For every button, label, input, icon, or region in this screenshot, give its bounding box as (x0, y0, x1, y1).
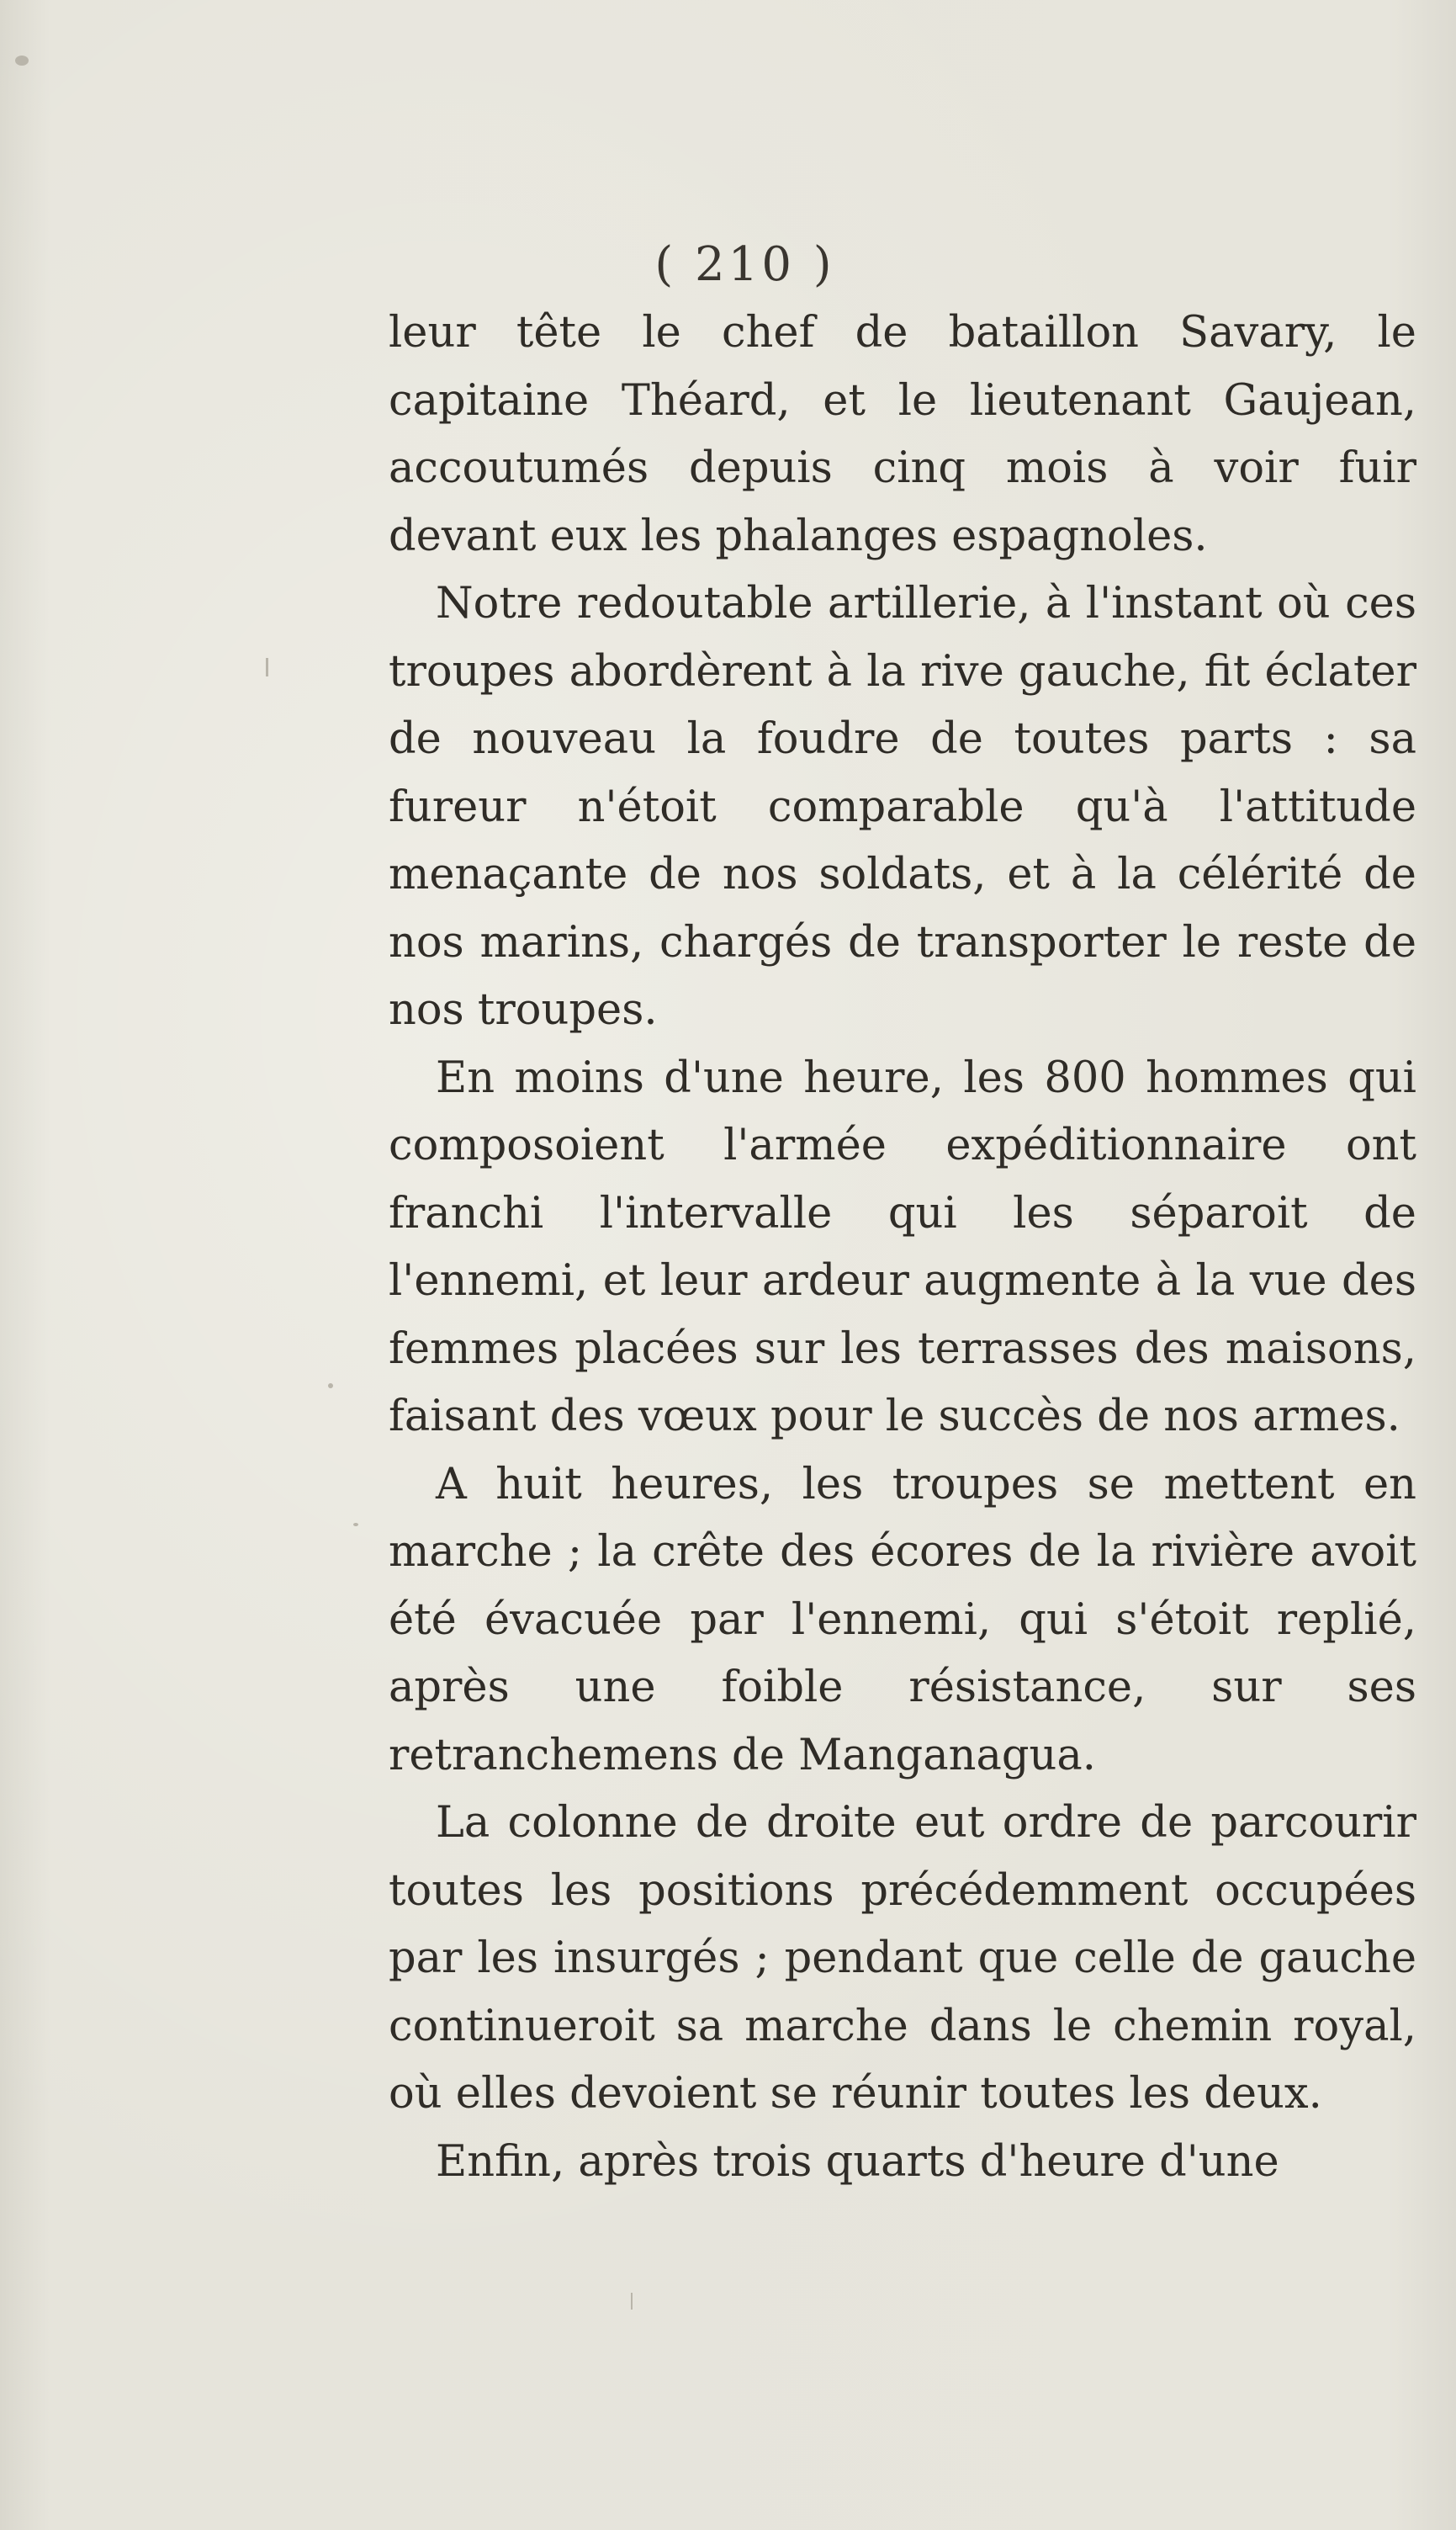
paper-speck (328, 1383, 333, 1388)
page-number (0, 237, 1456, 292)
body-text (389, 300, 1416, 2196)
paragraph-5: La colonne de droite eut ordre de parcourir toutes les positions précédemment occupées par les insurgés ; pendant que celle de gauche continueroit sa marche dans le chemin royal, où elles devoient se réunir toutes les deux. (389, 1798, 1416, 2119)
paragraph-3: En moins d'une heure, les 800 hommes qui composoient l'armée expéditionnaire ont franchi l'intervalle qui les séparoit de l'ennemi, et leur ardeur augmente à la vue des femmes placées sur les terrasses des maisons, faisant des vœux pour le succès de nos armes. (389, 1053, 1416, 1441)
paper-speck (15, 56, 29, 66)
paragraph-6: Enfin, après trois quarts d'heure d'une (436, 2136, 1279, 2187)
paragraph-2: Notre redoutable artillerie, à l'instant où ces troupes abordèrent à la rive gauche, fit éclater de nouveau la foudre de toutes parts : sa fureur n'étoit comparable qu'à l'attitude menaçante de nos soldats, et à la célérité de nos marins, chargés de transporter le reste de nos troupes. (389, 579, 1416, 1035)
page-number-text: ( 210 ) (654, 237, 835, 292)
paper-speck (266, 658, 268, 676)
paragraph-4: A huit heures, les troupes se mettent en marche ; la crête des écores de la rivière avoit été évacuée par l'ennemi, qui s'étoit replié, après une foible résistance, sur ses retranchemens de Manganagua. (389, 1459, 1416, 1780)
paper-speck (353, 1523, 358, 1526)
paragraph-1: leur tête le chef de bataillon Savary, le capitaine Théard, et le lieutenant Gaujean, accoutumés depuis cinq mois à voir fuir devant eux les phalanges espagnoles. (389, 308, 1416, 561)
paper-speck (631, 2293, 633, 2310)
